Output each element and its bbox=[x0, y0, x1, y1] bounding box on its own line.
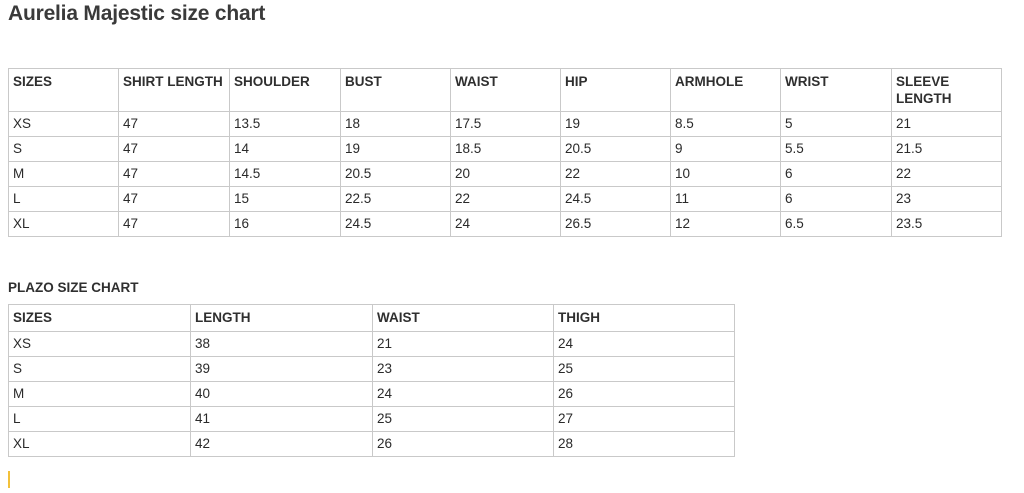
table-cell: 24 bbox=[451, 212, 561, 237]
column-header-sizes: SIZES bbox=[9, 305, 191, 332]
table-cell: XS bbox=[9, 112, 119, 137]
text-cursor[interactable] bbox=[8, 471, 10, 488]
shirt-size-table bbox=[8, 68, 1002, 237]
table-row bbox=[9, 187, 1002, 212]
table-cell: 20.5 bbox=[341, 162, 451, 187]
table-cell: 9 bbox=[671, 137, 781, 162]
table-cell: 21.5 bbox=[892, 137, 1002, 162]
table-cell: 42 bbox=[191, 432, 373, 457]
column-header-thigh: THIGH bbox=[554, 305, 735, 332]
table-cell: 19 bbox=[561, 112, 671, 137]
table-cell: 24.5 bbox=[561, 187, 671, 212]
table-cell: 26.5 bbox=[561, 212, 671, 237]
table-cell: 6.5 bbox=[781, 212, 892, 237]
table-cell: 47 bbox=[119, 112, 230, 137]
table-row bbox=[9, 112, 1002, 137]
column-header-sleeve-length: SLEEVE LENGTH bbox=[892, 69, 1002, 112]
table-cell: 19 bbox=[341, 137, 451, 162]
table-row bbox=[9, 137, 1002, 162]
table-cell: 20 bbox=[451, 162, 561, 187]
table-cell: 15 bbox=[230, 187, 341, 212]
table-cell: 28 bbox=[554, 432, 735, 457]
table-cell: XS bbox=[9, 332, 191, 357]
table-cell: 24 bbox=[373, 382, 554, 407]
column-header-waist: WAIST bbox=[373, 305, 554, 332]
table-cell: 23 bbox=[373, 357, 554, 382]
table-header-row bbox=[9, 69, 1002, 112]
column-header-shoulder: SHOULDER bbox=[230, 69, 341, 112]
table-row bbox=[9, 357, 735, 382]
table-cell: 20.5 bbox=[561, 137, 671, 162]
table-cell: 22 bbox=[892, 162, 1002, 187]
table-row bbox=[9, 407, 735, 432]
table-cell: 6 bbox=[781, 162, 892, 187]
table-cell: 8.5 bbox=[671, 112, 781, 137]
table-cell: 39 bbox=[191, 357, 373, 382]
table-cell: 25 bbox=[373, 407, 554, 432]
table-row bbox=[9, 382, 735, 407]
table-cell: M bbox=[9, 382, 191, 407]
table-cell: 25 bbox=[554, 357, 735, 382]
table-cell: 16 bbox=[230, 212, 341, 237]
table-cell: 18 bbox=[341, 112, 451, 137]
table-cell: 6 bbox=[781, 187, 892, 212]
column-header-waist: WAIST bbox=[451, 69, 561, 112]
table-cell: 5 bbox=[781, 112, 892, 137]
plazo-size-table bbox=[8, 304, 735, 457]
table-cell: 24.5 bbox=[341, 212, 451, 237]
table-cell: S bbox=[9, 357, 191, 382]
table-cell: 14 bbox=[230, 137, 341, 162]
table-cell: XL bbox=[9, 212, 119, 237]
table-cell: 47 bbox=[119, 187, 230, 212]
table-cell: 23 bbox=[892, 187, 1002, 212]
column-header-bust: BUST bbox=[341, 69, 451, 112]
table-row bbox=[9, 212, 1002, 237]
column-header-hip: HIP bbox=[561, 69, 671, 112]
table-cell: L bbox=[9, 407, 191, 432]
column-header-wrist: WRIST bbox=[781, 69, 892, 112]
table-cell: 47 bbox=[119, 162, 230, 187]
plazo-section-heading: PLAZO SIZE CHART bbox=[8, 280, 139, 295]
table-cell: 23.5 bbox=[892, 212, 1002, 237]
table-cell: 22 bbox=[561, 162, 671, 187]
table-cell: M bbox=[9, 162, 119, 187]
table-cell: 10 bbox=[671, 162, 781, 187]
table-header-row bbox=[9, 305, 735, 332]
table-cell: 18.5 bbox=[451, 137, 561, 162]
table-cell: 40 bbox=[191, 382, 373, 407]
column-header-length: LENGTH bbox=[191, 305, 373, 332]
table-cell: 38 bbox=[191, 332, 373, 357]
table-cell: 21 bbox=[892, 112, 1002, 137]
column-header-sizes: SIZES bbox=[9, 69, 119, 112]
table-cell: 47 bbox=[119, 137, 230, 162]
table-cell: 17.5 bbox=[451, 112, 561, 137]
table-row bbox=[9, 332, 735, 357]
page-title: Aurelia Majestic size chart bbox=[8, 2, 266, 25]
column-header-shirt-length: SHIRT LENGTH bbox=[119, 69, 230, 112]
table-cell: 26 bbox=[554, 382, 735, 407]
table-cell: XL bbox=[9, 432, 191, 457]
table-cell: 26 bbox=[373, 432, 554, 457]
table-cell: S bbox=[9, 137, 119, 162]
table-cell: L bbox=[9, 187, 119, 212]
table-cell: 12 bbox=[671, 212, 781, 237]
table-cell: 24 bbox=[554, 332, 735, 357]
table-cell: 5.5 bbox=[781, 137, 892, 162]
table-cell: 41 bbox=[191, 407, 373, 432]
table-cell: 14.5 bbox=[230, 162, 341, 187]
table-cell: 13.5 bbox=[230, 112, 341, 137]
table-cell: 47 bbox=[119, 212, 230, 237]
table-cell: 27 bbox=[554, 407, 735, 432]
table-row bbox=[9, 432, 735, 457]
table-cell: 22.5 bbox=[341, 187, 451, 212]
table-cell: 11 bbox=[671, 187, 781, 212]
table-cell: 21 bbox=[373, 332, 554, 357]
column-header-armhole: ARMHOLE bbox=[671, 69, 781, 112]
table-cell: 22 bbox=[451, 187, 561, 212]
table-row bbox=[9, 162, 1002, 187]
